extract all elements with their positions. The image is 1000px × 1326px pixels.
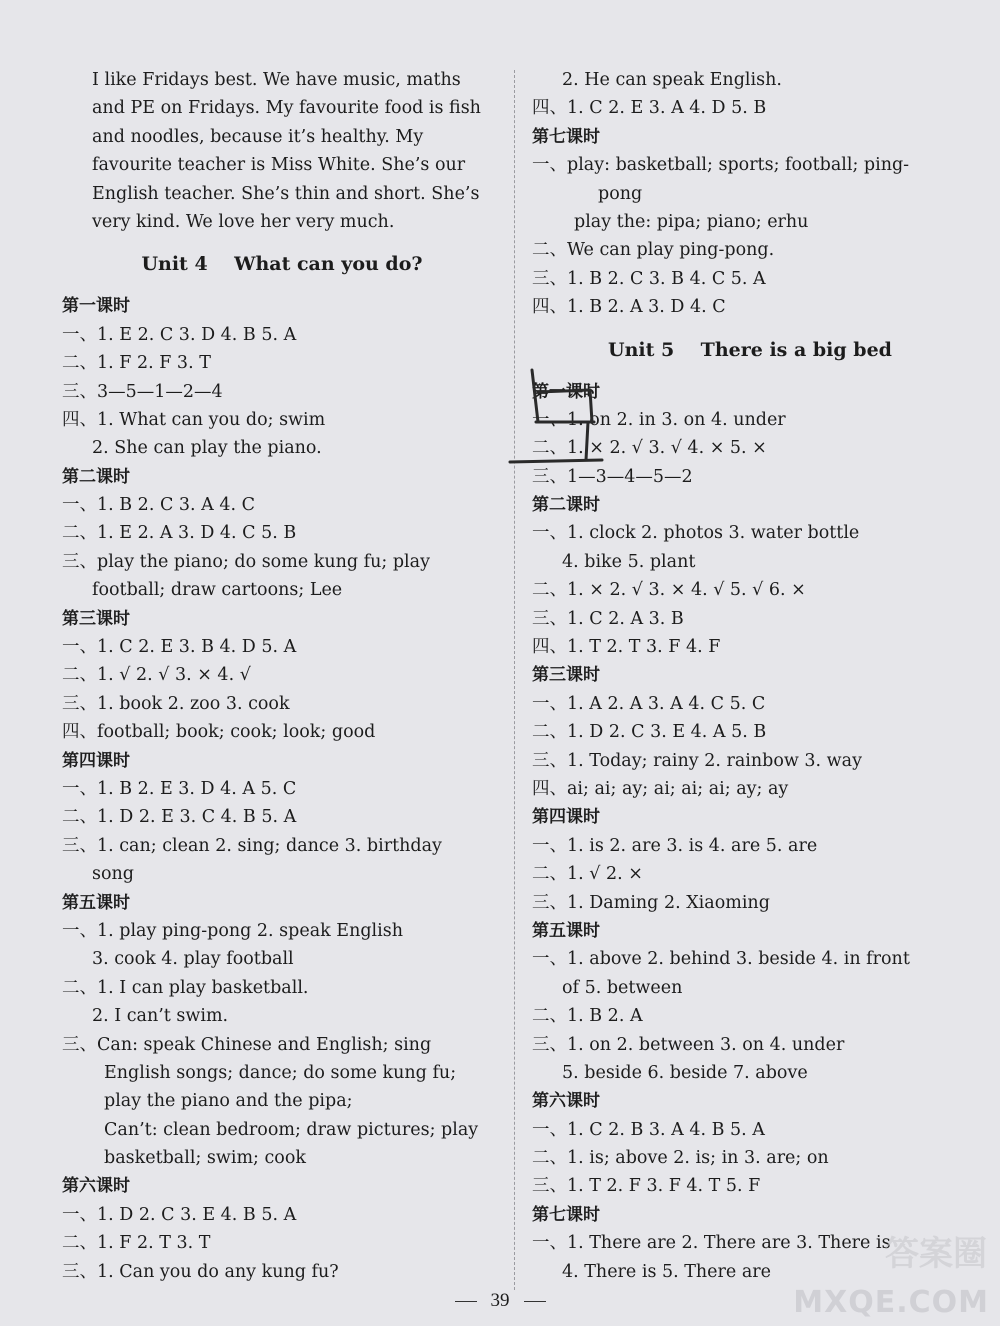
answer-line: 三、1. can; clean 2. sing; dance 3. birthday — [62, 835, 442, 856]
left-column — [62, 66, 502, 1286]
answer-line: 2. She can play the piano. — [92, 438, 322, 459]
answer-line: 三、1. B 2. C 3. B 4. C 5. A — [532, 268, 766, 289]
answer-line: 一、1. D 2. C 3. E 4. B 5. A — [62, 1204, 297, 1225]
answer-line: 三、1. Daming 2. Xiaoming — [532, 892, 770, 913]
answer-line: 四、1. T 2. T 3. F 4. F — [532, 637, 721, 658]
answer-line: 4. There is 5. There are — [562, 1261, 771, 1282]
answer-line: 一、1. E 2. C 3. D 4. B 5. A — [62, 324, 297, 345]
answer-line: 一、1. B 2. C 3. A 4. C — [62, 495, 256, 516]
answer-line: 二、1. D 2. E 3. C 4. B 5. A — [62, 807, 297, 828]
answer-line: 三、play the piano; do some kung fu; play — [62, 551, 430, 572]
answer-line: 一、1. C 2. B 3. A 4. B 5. A — [532, 1119, 765, 1140]
answer-line: English songs; dance; do some kung fu; — [104, 1062, 457, 1083]
answer-line: 二、We can play ping-pong. — [532, 240, 775, 261]
answer-line: 二、1. × 2. √ 3. × 4. √ 5. √ 6. × — [532, 580, 806, 601]
answer-line: play the: pipa; piano; erhu — [574, 211, 809, 232]
passage-line: and PE on Fridays. My favourite food is fish — [92, 98, 481, 119]
lesson-heading: 第六课时 — [62, 1176, 130, 1197]
answer-line: 3. cook 4. play football — [92, 949, 294, 970]
passage-line: I like Fridays best. We have music, maths — [92, 70, 461, 90]
column-divider — [514, 70, 515, 1290]
unit-title: Unit 4 What can you do? — [141, 253, 423, 276]
answer-line: 四、1. B 2. A 3. D 4. C — [532, 297, 726, 318]
answer-line: 一、1. B 2. E 3. D 4. A 5. C — [62, 778, 297, 799]
answer-line: 一、1. C 2. E 3. B 4. D 5. A — [62, 637, 297, 658]
right-column — [532, 66, 968, 1286]
answer-line: 一、1. above 2. behind 3. beside 4. in front — [532, 949, 910, 970]
answer-line: 三、1. Can you do any kung fu? — [62, 1261, 339, 1282]
answer-line: 5. beside 6. beside 7. above — [562, 1062, 808, 1083]
answer-line: 四、ai; ai; ay; ai; ai; ai; ay; ay — [532, 778, 789, 799]
answer-line: 三、1. Today; rainy 2. rainbow 3. way — [532, 750, 862, 771]
unit-title: Unit 5 There is a big bed — [608, 338, 892, 361]
answer-line: pong — [598, 183, 643, 204]
answer-line: play the piano and the pipa; — [104, 1091, 353, 1112]
lesson-heading: 第三课时 — [62, 608, 130, 629]
answer-line: 一、play: basketball; sports; football; ping- — [532, 155, 910, 176]
answer-line: 一、1. clock 2. photos 3. water bottle — [532, 523, 860, 544]
lesson-heading: 第七课时 — [532, 1204, 600, 1225]
answer-line: 一、1. There are 2. There are 3. There is — [532, 1233, 891, 1254]
lesson-heading: 第四课时 — [532, 807, 600, 828]
answer-line: 二、1. I can play basketball. — [62, 977, 309, 998]
answer-line: 一、1. is 2. are 3. is 4. are 5. are — [532, 835, 818, 856]
answer-line: 二、1. √ 2. √ 3. × 4. √ — [62, 665, 251, 686]
lesson-heading: 第一课时 — [62, 296, 130, 317]
handwritten-mark — [502, 362, 612, 492]
passage-line: very kind. We love her very much. — [92, 211, 395, 232]
lesson-heading: 第七课时 — [532, 126, 600, 147]
answer-line: Can’t: clean bedroom; draw pictures; play — [104, 1119, 479, 1140]
answer-line: 2. I can’t swim. — [92, 1006, 229, 1027]
lesson-heading: 第二课时 — [532, 495, 600, 516]
answer-line: 三、1. book 2. zoo 3. cook — [62, 693, 290, 714]
answer-line: 二、1. D 2. C 3. E 4. A 5. B — [532, 722, 767, 743]
lesson-heading: 第四课时 — [62, 750, 130, 771]
answer-line: 一、1. on 2. in 3. on 4. under — [532, 409, 786, 430]
answer-line: of 5. between — [562, 977, 683, 998]
answer-line: 三、1. on 2. between 3. on 4. under — [532, 1034, 845, 1055]
passage-line: and noodles, because it’s healthy. My — [92, 126, 424, 147]
answer-line: 一、1. A 2. A 3. A 4. C 5. C — [532, 693, 766, 714]
answer-line: football; draw cartoons; Lee — [92, 580, 343, 601]
answer-line: 一、1. play ping-pong 2. speak English — [62, 920, 403, 941]
answer-line: 4. bike 5. plant — [562, 551, 696, 572]
answer-line: 四、football; book; cook; look; good — [62, 722, 376, 743]
answer-line: 三、1—3—4—5—2 — [532, 466, 693, 487]
answer-line: basketball; swim; cook — [104, 1148, 306, 1169]
answer-line: 2. He can speak English. — [562, 70, 782, 90]
answer-line: song — [92, 864, 134, 885]
page-number: 39 — [0, 1290, 1000, 1312]
answer-line: 四、1. C 2. E 3. A 4. D 5. B — [532, 98, 767, 119]
passage-line: favourite teacher is Miss White. She’s our — [92, 155, 466, 176]
answer-line: 二、1. √ 2. × — [532, 864, 643, 885]
lesson-heading: 第三课时 — [532, 665, 600, 686]
answer-line: 三、1. C 2. A 3. B — [532, 608, 684, 629]
lesson-heading: 第六课时 — [532, 1091, 600, 1112]
lesson-heading: 第五课时 — [532, 920, 600, 941]
answer-line: 四、1. What can you do; swim — [62, 409, 326, 430]
answer-line: 二、1. E 2. A 3. D 4. C 5. B — [62, 523, 297, 544]
watermark-logo — [793, 1222, 995, 1322]
answer-line: 二、1. is; above 2. is; in 3. are; on — [532, 1148, 829, 1169]
watermark-cn: 答案圈 — [885, 1234, 987, 1274]
answer-line: 二、1. F 2. F 3. T — [62, 353, 211, 374]
watermark-url: MXQE.COM — [793, 1285, 989, 1320]
lesson-heading: 第五课时 — [62, 892, 130, 913]
answer-line: 二、1. × 2. √ 3. √ 4. × 5. × — [532, 438, 767, 459]
lesson-heading: 第一课时 — [532, 381, 600, 402]
lesson-heading: 第二课时 — [62, 466, 130, 487]
passage-line: English teacher. She’s thin and short. She’s — [92, 183, 480, 204]
answer-line: 三、3—5—1—2—4 — [62, 381, 223, 402]
answer-line: 三、Can: speak Chinese and English; sing — [62, 1034, 432, 1055]
answer-line: 二、1. B 2. A — [532, 1006, 643, 1027]
answer-line: 三、1. T 2. F 3. F 4. T 5. F — [532, 1176, 761, 1197]
answer-line: 二、1. F 2. T 3. T — [62, 1233, 211, 1254]
